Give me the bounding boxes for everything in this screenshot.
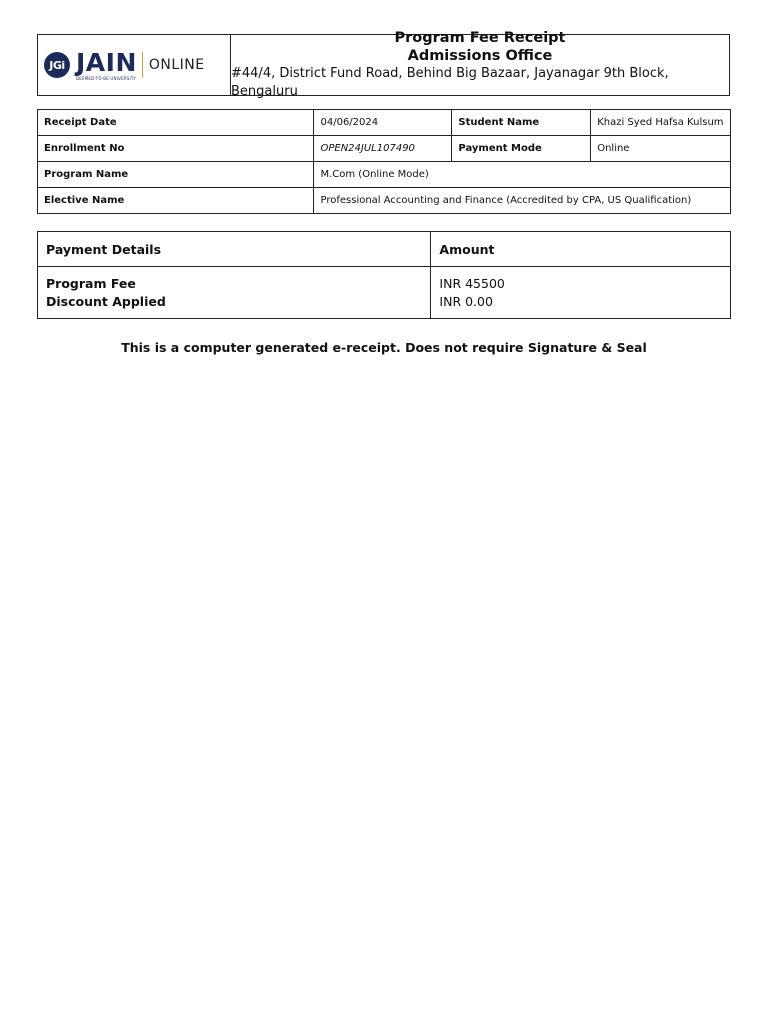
table-row [38, 162, 731, 188]
office-subtitle: Admissions Office [407, 48, 553, 64]
jgi-badge-icon: JGi [44, 52, 70, 78]
receipt-date-value: 04/06/2024 [314, 110, 452, 136]
payment-mode-value: Online [591, 136, 731, 162]
discount-applied-amount: INR 0.00 [439, 293, 493, 309]
payment-mode-label: Payment Mode [452, 136, 591, 162]
enrollment-no-label: Enrollment No [38, 136, 314, 162]
payment-details-table [37, 231, 731, 319]
table-row [38, 136, 731, 162]
logo-divider [142, 52, 143, 78]
enrollment-no-value: OPEN24JUL107490 [314, 136, 452, 162]
student-info-table [37, 109, 731, 214]
payment-header-row [38, 232, 731, 267]
receipt-header [37, 30, 730, 99]
payment-amounts-cell [431, 267, 731, 319]
header-title-block [231, 30, 729, 99]
program-fee-label: Program Fee [46, 275, 136, 291]
online-label: ONLINE [148, 57, 205, 73]
jain-brand-name: JAIN [76, 47, 137, 77]
program-fee-amount: INR 45500 [439, 275, 505, 291]
table-row [38, 188, 731, 214]
jain-wordmark [76, 48, 137, 82]
student-name-label: Student Name [452, 110, 591, 136]
university-logo [38, 35, 231, 95]
program-name-label: Program Name [38, 162, 314, 188]
elective-name-label: Elective Name [38, 188, 314, 214]
table-row [38, 110, 731, 136]
amount-header: Amount [431, 232, 731, 267]
office-address: #44/4, District Fund Road, Behind Big Bazaar, Jayanagar 9th Block, Bengaluru [231, 66, 669, 99]
payment-details-header: Payment Details [38, 232, 431, 267]
discount-applied-label: Discount Applied [46, 293, 166, 309]
student-name-value: Khazi Syed Hafsa Kulsum [591, 110, 731, 136]
elective-name-value: Professional Accounting and Finance (Accredited by CPA, US Qualification) [314, 188, 731, 214]
payment-labels-cell [38, 267, 431, 319]
e-receipt-note: This is a computer generated e-receipt. Does not require Signature & Seal [121, 340, 647, 355]
receipt-title: Program Fee Receipt [394, 30, 566, 46]
receipt-date-label: Receipt Date [38, 110, 314, 136]
payment-body-row [38, 267, 731, 319]
program-name-value: M.Com (Online Mode) [314, 162, 731, 188]
jain-brand-subtext: DEEMED-TO-BE UNIVERSITY [76, 75, 137, 81]
